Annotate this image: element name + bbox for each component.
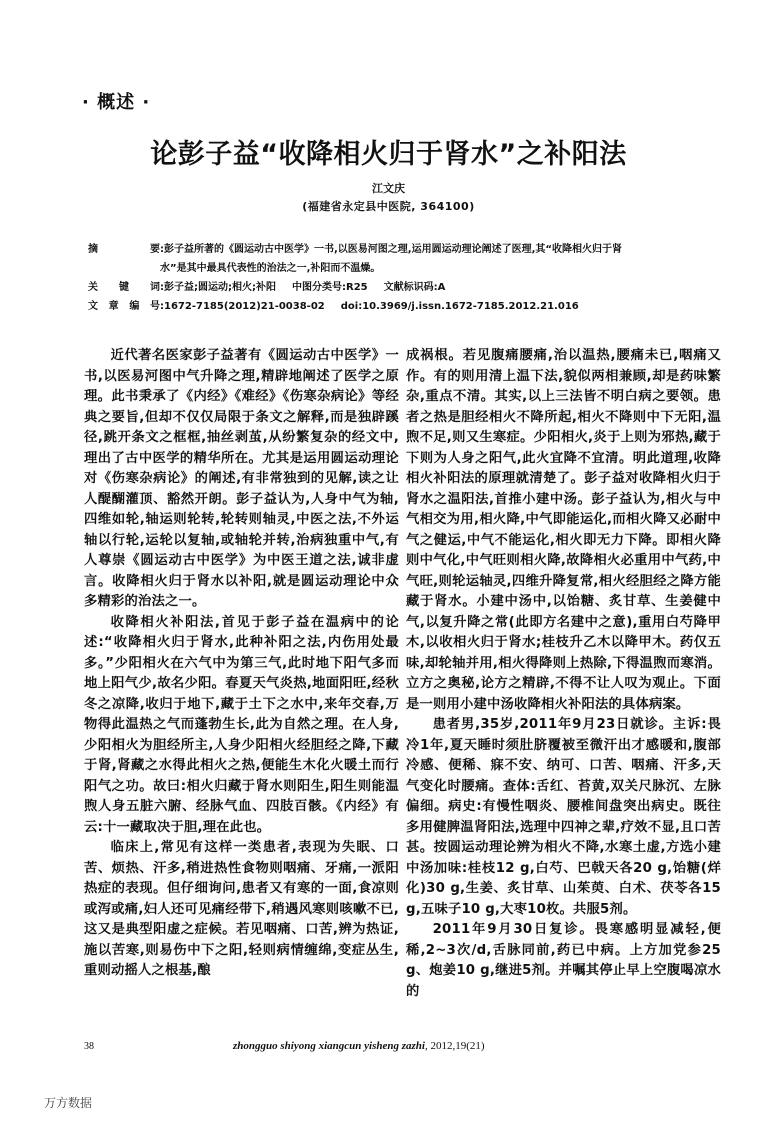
body-paragraph: 患者男,35岁,2011年9月23日就诊。主诉:畏冷1年,夏天睡时须肚脐覆被至微汗出才感暖和,腹部冷感、便稀、寐不安、纳可、口苦、咽痛、汗多,天气变化时腰痛。查体:舌红、苔黄,双关尺脉沉、左脉偏细。病史:有慢性咽炎、腰椎间盘突出病史。既往多用健脾温肾阳法,选理中四神之辈,疗效不显,且口苦甚。按圆运动理论辨为相火不降,水寒土虚,方选小建中汤加味:桂枝12 g,白芍、巴戟天各20 g,饴糖(烊化)30 g,生姜、炙甘草、山茱萸、白术、茯苓各15 g,五味子10 g,大枣10枚。共服5剂。 bbox=[406, 717, 721, 917]
article-number-label: 文 章 编 号 bbox=[88, 301, 160, 312]
column-label: · 概述 · bbox=[82, 92, 151, 113]
author-affiliation: (福建省永定县中医院, 364100) bbox=[302, 200, 475, 213]
body-paragraph: 临床上,常见有这样一类患者,表现为失眠、口苦、烦热、汗多,稍进热性食物则咽痛、牙痛,一派阳热症的表现。但仔细询问,患者又有寒的一面,食凉则或泻或痛,妇人还可见痛经带下,稍遇风寒则咳嗽不已,这又是典型阳虚之症候。若见咽痛、口苦,辨为热证,施以苦寒,则易伤中下之阳,轻则病情缠绵,变症丛生,重则动摇人之根基,酿 bbox=[84, 840, 399, 978]
journal-citation bbox=[233, 1040, 485, 1052]
body-left-column bbox=[84, 346, 399, 982]
abstract-text-line1: :彭子益所著的《圆运动古中医学》一书,以医易河图之理,运用圆运动理论阐述了医理,其“收降相火归于肾 bbox=[160, 244, 622, 255]
abstract-label: 摘 要 bbox=[88, 244, 160, 255]
doc-code-label: 文献标识码 bbox=[383, 282, 434, 293]
body-paragraph: 近代著名医家彭子益著有《圆运动古中医学》一书,以医易河图中气升降之理,精辟地阐述了医学之原理。此书秉承了《内经》《难经》《伤寒杂病论》等经典之要旨,但却不仅仅局限于条文之解释,而是独辟蹊径,跳开条文之框框,抽丝剥茧,从纷繁复杂的经文中,理出了古中医学的精华所在。尤其是运用圆运动理论对《伤寒杂病论》的阐述,有非常独到的见解,读之让人醍醐灌顶、豁然开朗。彭子益认为,人身中气为轴,四维如轮,轴运则轮转,轮转则轴灵,中医之法,不外运轴以行轮,运轮以复轴,或轴轮并转,治病独重中气,有人尊崇《圆运动古中医学》为中医王道之法,诚非虚言。收降相火归于肾水以补阳,就是圆运动理论中众多精彩的治法之一。 bbox=[84, 348, 399, 609]
body-right-column bbox=[406, 346, 721, 1002]
body-paragraph: 收降相火补阳法,首见于彭子益在温病中的论述:“收降相火归于肾水,此种补阳之法,内伤用处最多。”少阳相火在六气中为第三气,此时地下阳气多而地上阳气少,故名少阳。春夏天气炎热,地面阳旺,经秋冬之凉降,收归于地下,藏于土下之水中,来年交春,万物得此温热之气而蓬勃生长,此为自然之理。在人身,少阳相火为胆经所主,人身少阳相火经胆经之降,下藏于肾,肾藏之水得此相火之热,便能生木化火暖土而行阳气之功。故曰:相火归藏于肾水则阳生,阳生则能温煦人身五脏六腑、经脉气血、四肢百骸。《内经》有云:十一藏取决于胆,理在此也。 bbox=[84, 614, 399, 835]
doi-value: doi:10.3969/j.issn.1672-7185.2012.21.016 bbox=[340, 301, 579, 312]
watermark: 万方数据 bbox=[44, 1096, 93, 1110]
article-metadata bbox=[88, 240, 708, 316]
body-paragraph: 成祸根。若见腹痛腰痛,治以温热,腰痛未已,咽痛又作。有的则用清上温下法,貌似两相兼顾,却是药味繁杂,重点不清。其实,以上三法皆不明白病之要领。患者之热是胆经相火不降所起,相火不降则中下无阳,温煦不足,则又生寒症。少阳相火,炎于上则为邪热,藏于下则为人身之阳气,此火宜降不宜清。明此道理,收降相火补阳法的原理就清楚了。彭子益对收降相火归于肾水之温阳法,首推小建中汤。彭子益认为,相火与中气相交为用,相火降,中气即能运化,而相火降又必耐中气之健运,中气不能运化,相火即无力下降。即相火降则中气化,中气旺则相火降,故降相火必重用中气药,中气旺,则轮运轴灵,四维升降复常,相火经胆经之降方能藏于肾水。小建中汤中,以饴糖、炙甘草、生姜健中气,以复升降之常(此即方名建中之意),重用白芍降甲木,以收相火归于肾水;桂枝升乙木以降甲木。药仅五味,却轮轴并用,相火得降则上热除,下得温煦而寒消。立方之奥秘,论方之精辟,不得不让人叹为观止。下面是一则用小建中汤收降相火补阳法的具体病案。 bbox=[406, 348, 721, 712]
clc-label: 中图分类号 bbox=[292, 282, 342, 293]
author-name: 江文庆 bbox=[372, 182, 405, 195]
keywords-text: :彭子益;圆运动;相火;补阳 bbox=[160, 282, 276, 293]
abstract-text-line2: 水”是其中最具代表性的治法之一,补阳而不温燥。 bbox=[160, 263, 381, 274]
abstract-row-cont bbox=[88, 259, 708, 278]
journal-name: zhongguo shiyong xiangcun yisheng zazhi bbox=[233, 1040, 425, 1052]
page-number: 38 bbox=[84, 1041, 94, 1052]
abstract-row bbox=[88, 240, 708, 259]
keywords-row bbox=[88, 278, 708, 297]
clc-value: :R25 bbox=[342, 282, 368, 293]
keywords-label: 关 键 词 bbox=[88, 282, 160, 293]
article-number-value: :1672-7185(2012)21-0038-02 bbox=[160, 301, 325, 312]
journal-issue: , 2012,19(21) bbox=[424, 1040, 485, 1052]
article-title: 论彭子益“收降相火归于肾水”之补阳法 bbox=[150, 139, 627, 170]
body-paragraph: 2011年9月30日复诊。畏寒感明显减轻,便稀,2~3次/d,舌脉同前,药已中病。上方加党参25 g、炮姜10 g,继进5剂。并嘱其停止早上空腹喝凉水的 bbox=[406, 922, 721, 999]
doc-code-value: :A bbox=[433, 282, 446, 293]
article-number-row bbox=[88, 297, 708, 316]
